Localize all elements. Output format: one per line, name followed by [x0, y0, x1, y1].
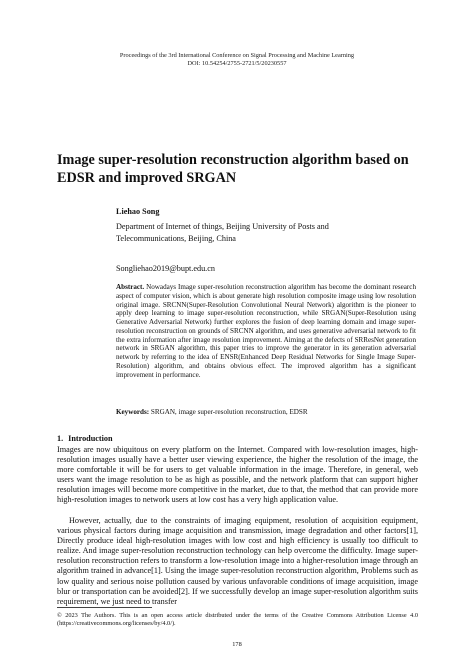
- abstract: [116, 283, 416, 379]
- header-conference: Proceedings of the 3rd International Conference on Signal Processing and Machine Learning: [119, 52, 355, 59]
- running-header: [0, 52, 474, 68]
- keywords-label: Keywords:: [116, 408, 150, 416]
- author-affiliation: [116, 221, 416, 244]
- keywords: [116, 408, 416, 416]
- body-paragraph-2: [57, 516, 418, 607]
- license-note: © 2023 The Authors. This is an open access article distributed under the terms of the Creative Commons Attribution License 4.0 (https://creativecommons.org/licenses/by/4.0/).: [57, 612, 418, 627]
- paragraph-text: Images are now ubiquitous on every platform on the Internet. Compared with low-resolution images, high-resolution images usually have a better user viewing experience, the higher the resolution of the image, the more comfortable it will be for users to get valuable information in the image. Therefore, in general, web users want the image resolution to be as high as possible, and the network platform that can support higher resolution images will become more competitive in the market, due to that, the method that can provide more high-resolution images to network users at low cost has a very high application value.: [57, 445, 418, 505]
- section-title: Introduction: [68, 434, 113, 443]
- abstract-label: Abstract.: [116, 283, 145, 291]
- page-number: 178: [232, 641, 242, 648]
- title-line-1: Image super-resolution reconstruction algorithm based on: [57, 152, 409, 168]
- abstract-text: Nowadays Image super-resolution reconstruction algorithm has become the dominant research aspect of computer vision, which is about generate high resolution composite image using low resolution original image. SRCNN(Super-Resolution Convolutional Neural Network) algorithm is the pioneer to apply deep learning to image super-resolution reconstruction, while SRGAN(Super-Resolution using Generative Adversarial Network) further explores the fusion of deep learning domain and image super-resolution reconstruction on grounds of SRCNN algorithm, and uses generative adversarial network to fit the extra information after image resolution improvement. Aiming at the defects of SRResNet generation network in SRGAN algorithm, this paper tries to improve the generator in its generation adversarial network by referring to the idea of ENSR(Enhanced Deep Residual Networks for Single Image Super-Resolution) algorithm, and obtains obvious effect. The improved algorithm has a significant improvement in performance.: [116, 283, 416, 379]
- author-name: Liehao Song: [116, 207, 160, 216]
- footnote-divider: [57, 607, 152, 608]
- affiliation-line-1: Department of Internet of things, Beijing University of Posts and: [116, 222, 329, 231]
- section-heading: [57, 434, 118, 443]
- affiliation-line-2: Telecommunications, Beijing, China: [116, 233, 236, 243]
- paper-title: [57, 151, 437, 187]
- title-line-2: EDSR and improved SRGAN: [57, 170, 237, 186]
- header-doi: DOI: 10.54254/2755-2721/5/20230557: [187, 60, 287, 67]
- body-paragraph-1: [57, 445, 418, 506]
- section-number: 1.: [57, 434, 64, 443]
- author-email: Songliehao2019@bupt.edu.cn: [116, 264, 215, 273]
- keywords-text: SRGAN, image super-resolution reconstruction, EDSR: [150, 408, 308, 416]
- paragraph-text: However, actually, due to the constraints of imaging equipment, resolution of acquisition equipment, various physical factors during image acquisition and transmission, image degradation and other factors[1], Directly produce ideal high-resolution images with low cost and high efficiency is usually too difficult to realize. And image super-resolution reconstruction technology can help overcome the difficulty. Image super-resolution reconstruction refers to transform a low-resolution image into a higher-resolution image through an algorithm trained in advance[1]. Using the image super-resolution reconstruction algorithm, Problems such as low quality and serious noise pollution caused by various unfavorable conditions of image acquisition, image blur or transportation can be avoided[2]. If we successfully develop an image super-resolution algorithm suits requirement, we just need to transfer: [57, 516, 418, 606]
